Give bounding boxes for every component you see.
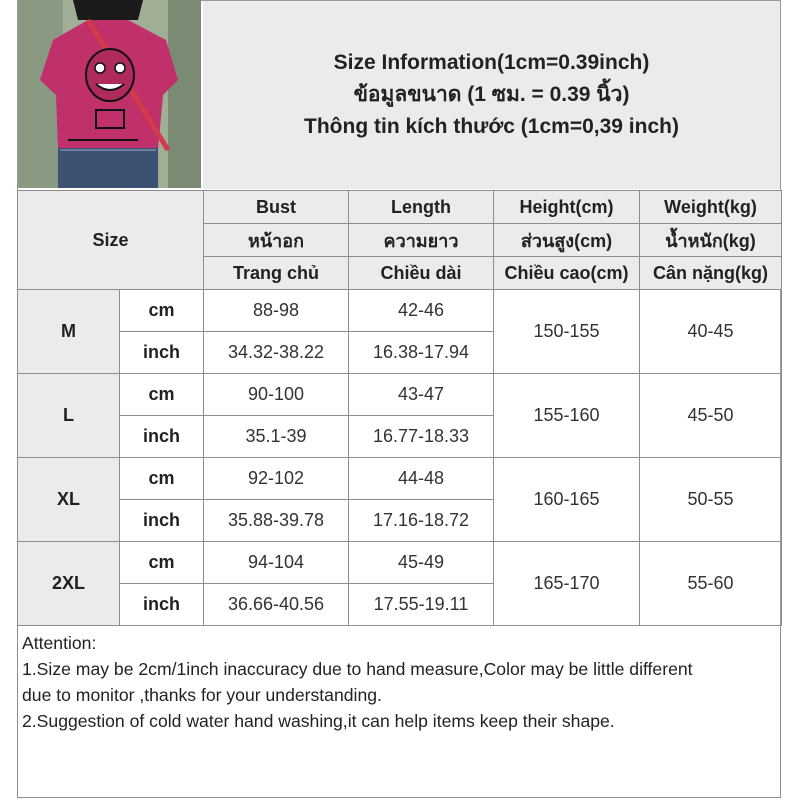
- title-line-thai: ข้อมูลขนาด (1 ซม. = 0.39 นิ้ว): [353, 83, 630, 106]
- length-inch-2xl: 17.55-19.11: [349, 584, 494, 626]
- title-line-english: Size Information(1cm=0.39inch): [333, 51, 650, 74]
- unit-cm: cm: [120, 290, 204, 332]
- bust-inch-xl: 35.88-39.78: [204, 500, 349, 542]
- size-header: Size: [18, 191, 204, 290]
- size-info-title: [203, 1, 780, 189]
- col-bust-th: หน้าอก: [204, 224, 349, 257]
- height-m: 150-155: [494, 290, 640, 374]
- length-cm-2xl: 45-49: [349, 542, 494, 584]
- size-label-m: M: [18, 290, 120, 374]
- length-inch-l: 16.77-18.33: [349, 416, 494, 458]
- weight-m: 40-45: [640, 290, 782, 374]
- bust-inch-m: 34.32-38.22: [204, 332, 349, 374]
- height-2xl: 165-170: [494, 542, 640, 626]
- size-label-2xl: 2XL: [18, 542, 120, 626]
- col-bust-vi: Trang chủ: [204, 257, 349, 290]
- bust-cm-m: 88-98: [204, 290, 349, 332]
- unit-inch: inch: [120, 500, 204, 542]
- col-weight-en: Weight(kg): [640, 191, 782, 224]
- size-chart-table: [17, 190, 782, 626]
- bust-inch-2xl: 36.66-40.56: [204, 584, 349, 626]
- size-label-xl: XL: [18, 458, 120, 542]
- col-height-vi: Chiều cao(cm): [494, 257, 640, 290]
- unit-cm: cm: [120, 374, 204, 416]
- note-line-3: 2.Suggestion of cold water hand washing,it can help items keep their shape.: [22, 711, 615, 731]
- unit-inch: inch: [120, 584, 204, 626]
- bust-cm-xl: 92-102: [204, 458, 349, 500]
- bust-cm-2xl: 94-104: [204, 542, 349, 584]
- attention-notes: [17, 627, 781, 798]
- weight-2xl: 55-60: [640, 542, 782, 626]
- size-label-l: L: [18, 374, 120, 458]
- col-height-th: ส่วนสูง(cm): [494, 224, 640, 257]
- note-line-1: 1.Size may be 2cm/1inch inaccuracy due to hand measure,Color may be little different: [22, 659, 693, 679]
- bust-inch-l: 35.1-39: [204, 416, 349, 458]
- weight-l: 45-50: [640, 374, 782, 458]
- col-bust-en: Bust: [204, 191, 349, 224]
- col-length-en: Length: [349, 191, 494, 224]
- product-photo: [18, 0, 201, 188]
- col-length-vi: Chiều dài: [349, 257, 494, 290]
- note-line-2: due to monitor ,thanks for your understanding.: [22, 685, 382, 705]
- length-inch-xl: 17.16-18.72: [349, 500, 494, 542]
- length-cm-xl: 44-48: [349, 458, 494, 500]
- height-xl: 160-165: [494, 458, 640, 542]
- height-l: 155-160: [494, 374, 640, 458]
- col-height-en: Height(cm): [494, 191, 640, 224]
- col-weight-th: น้ำหนัก(kg): [640, 224, 782, 257]
- length-cm-m: 42-46: [349, 290, 494, 332]
- unit-inch: inch: [120, 416, 204, 458]
- weight-xl: 50-55: [640, 458, 782, 542]
- col-length-th: ความยาว: [349, 224, 494, 257]
- length-cm-l: 43-47: [349, 374, 494, 416]
- unit-cm: cm: [120, 542, 204, 584]
- unit-cm: cm: [120, 458, 204, 500]
- title-line-vietnamese: Thông tin kích thước (1cm=0,39 inch): [304, 115, 679, 138]
- unit-inch: inch: [120, 332, 204, 374]
- length-inch-m: 16.38-17.94: [349, 332, 494, 374]
- col-weight-vi: Cân nặng(kg): [640, 257, 782, 290]
- bust-cm-l: 90-100: [204, 374, 349, 416]
- notes-heading: Attention:: [22, 633, 97, 653]
